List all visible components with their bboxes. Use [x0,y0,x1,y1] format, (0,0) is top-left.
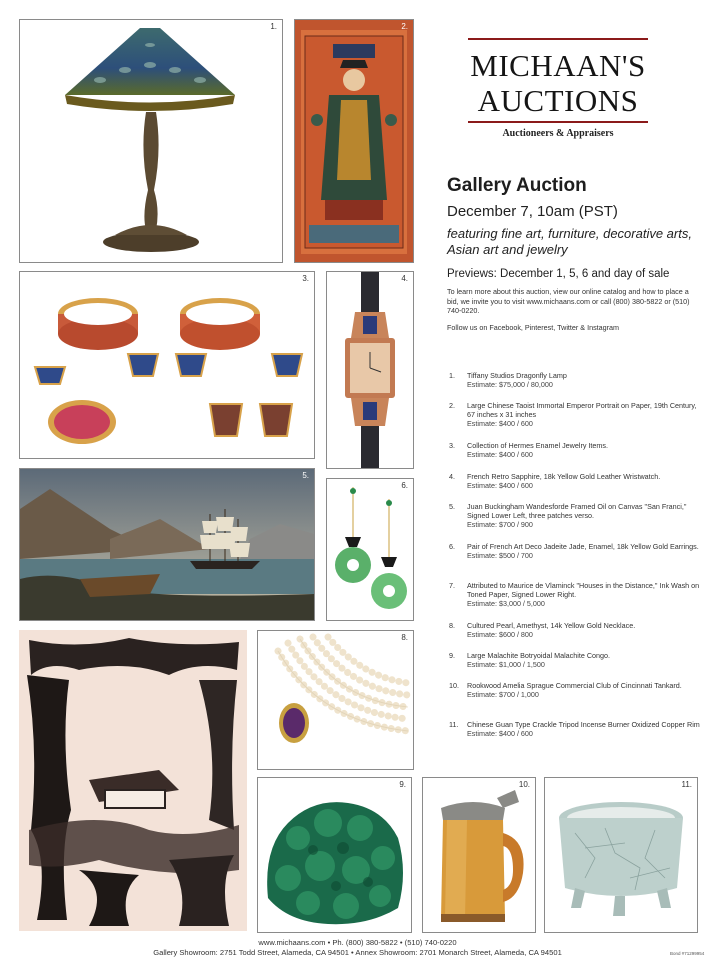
lot-estimate: Estimate: $1,000 / 1,500 [467,659,545,669]
portrait-illustration [295,20,413,262]
incense-burner-illustration [545,778,697,932]
lot-title: Tiffany Studios Dragonfly Lamp [467,371,567,380]
lot-title: Rookwood Amelia Sprague Commercial Club of Cincinnati Tankard. [467,681,682,690]
photo-malachite [257,777,412,933]
watch-illustration [327,272,413,468]
lot-number: 9. [449,651,455,660]
lot-number: 8. [449,621,455,630]
logo-tagline: Auctioneers & Appraisers [502,128,614,139]
lot-title: Pair of French Art Deco Jadeite Jade, Enamel, 18k Yellow Gold Earrings. [467,542,699,551]
lot-title: Large Malachite Botryoidal Malachite Congo. [467,651,611,660]
lot-estimate: Estimate: $400 / 600 [467,449,533,459]
lot-estimate: Estimate: $700 / 1,000 [467,689,539,699]
lot-estimate: Estimate: $400 / 600 [467,480,533,490]
necklace-illustration [258,631,413,769]
photo-number: 8. [401,633,408,642]
photo-emperor-portrait [294,19,414,263]
photo-incense-burner [544,777,698,933]
lot-title: Chinese Guan Type Crackle Tripod Incense Burner Oxidized Copper Rim [467,720,700,729]
lot-title: Cultured Pearl, Amethyst, 14k Yellow Gold Necklace. [467,621,636,630]
lot-estimate: Estimate: $400 / 600 [467,728,533,738]
lot-number: 7. [449,581,455,590]
lot-title: Collection of Hermes Enamel Jewelry Items. [467,441,609,450]
tankard-illustration [423,778,535,932]
auction-headline: Gallery Auction [447,175,587,196]
lot-title: Attributed to Maurice de Vlaminck "Houses in the Distance," Ink Wash on Toned Paper, Signed Lower Right. [467,581,700,599]
earrings-illustration [327,479,413,620]
seascape-illustration [20,469,314,620]
lot-estimate: Estimate: $600 / 800 [467,629,533,639]
lot-number: 4. [449,472,455,481]
photo-number: 5. [302,471,309,480]
footer [0,938,715,958]
photo-jade-earrings [326,478,414,621]
lot-estimate: Estimate: $500 / 700 [467,550,533,560]
photo-tiffany-lamp [19,19,283,263]
lamp-illustration [20,20,282,262]
lot-number: 5. [449,502,455,511]
photo-pearl-necklace [257,630,414,770]
photo-hermes-jewelry [19,271,315,459]
photo-number: 6. [401,481,408,490]
photo-ink-wash-drawing [19,630,247,931]
lot-title: Large Chinese Taoist Immortal Emperor Portrait on Paper, 19th Century, 67 inches x 31 inches [467,401,697,419]
malachite-illustration [258,778,411,932]
jewelry-illustration [20,272,314,458]
previews-text: Previews: December 1, 5, 6 and day of sale [447,268,670,280]
bond-number: Bond #71299954 [670,951,705,956]
photo-number: 2. [401,22,408,31]
photo-number: 9. [399,780,406,789]
auction-featuring: featuring fine art, furniture, decorative arts, Asian art and jewelry [447,226,692,257]
lot-number: 6. [449,542,455,551]
michaans-logo [468,38,648,142]
lot-estimate: Estimate: $700 / 900 [467,519,533,529]
photo-number: 11. [681,780,692,789]
lot-number: 1. [449,371,455,380]
logo-line2: AUCTIONS [477,83,639,118]
lot-number: 10. [449,681,459,690]
lot-number: 11. [449,720,459,729]
logo-line1: MICHAAN'S [470,48,646,83]
lot-number: 2. [449,401,455,410]
lot-title: French Retro Sapphire, 18k Yellow Gold Leather Wristwatch. [467,472,661,481]
ink-wash-illustration [19,630,247,931]
lot-title: Juan Buckingham Wandesforde Framed Oil on Canvas "San Franci," Signed Lower Left, three patches verso. [467,502,687,520]
photo-number: 1. [270,22,277,31]
lot-estimate: Estimate: $3,000 / 5,000 [467,598,545,608]
lot-estimate: Estimate: $75,000 / 80,000 [467,379,553,389]
lot-number: 3. [449,441,455,450]
photo-number: 3. [302,274,309,283]
follow-text: Follow us on Facebook, Pinterest, Twitter & Instagram [447,323,620,332]
photo-wristwatch [326,271,414,469]
photo-seascape-painting [19,468,315,621]
lot-estimate: Estimate: $400 / 600 [467,418,533,428]
photo-rookwood-tankard [422,777,536,933]
footer-contact: www.michaans.com • Ph. (800) 380-5822 • (510) 740-0220 [258,938,457,947]
footer-addresses: Gallery Showroom: 2751 Todd Street, Alameda, CA 94501 • Annex Showroom: 2701 Monarch Street, Alameda, CA 94501 [153,948,562,957]
photo-number: 4. [401,274,408,283]
auction-date: December 7, 10am (PST) [447,203,618,220]
photo-number: 10. [518,780,530,789]
info-text: To learn more about this auction, view our online catalog and how to place a bid, we invite you to visit www.michaans.com or call (800) 380-5822 or (510) 740-0220. [447,287,690,315]
